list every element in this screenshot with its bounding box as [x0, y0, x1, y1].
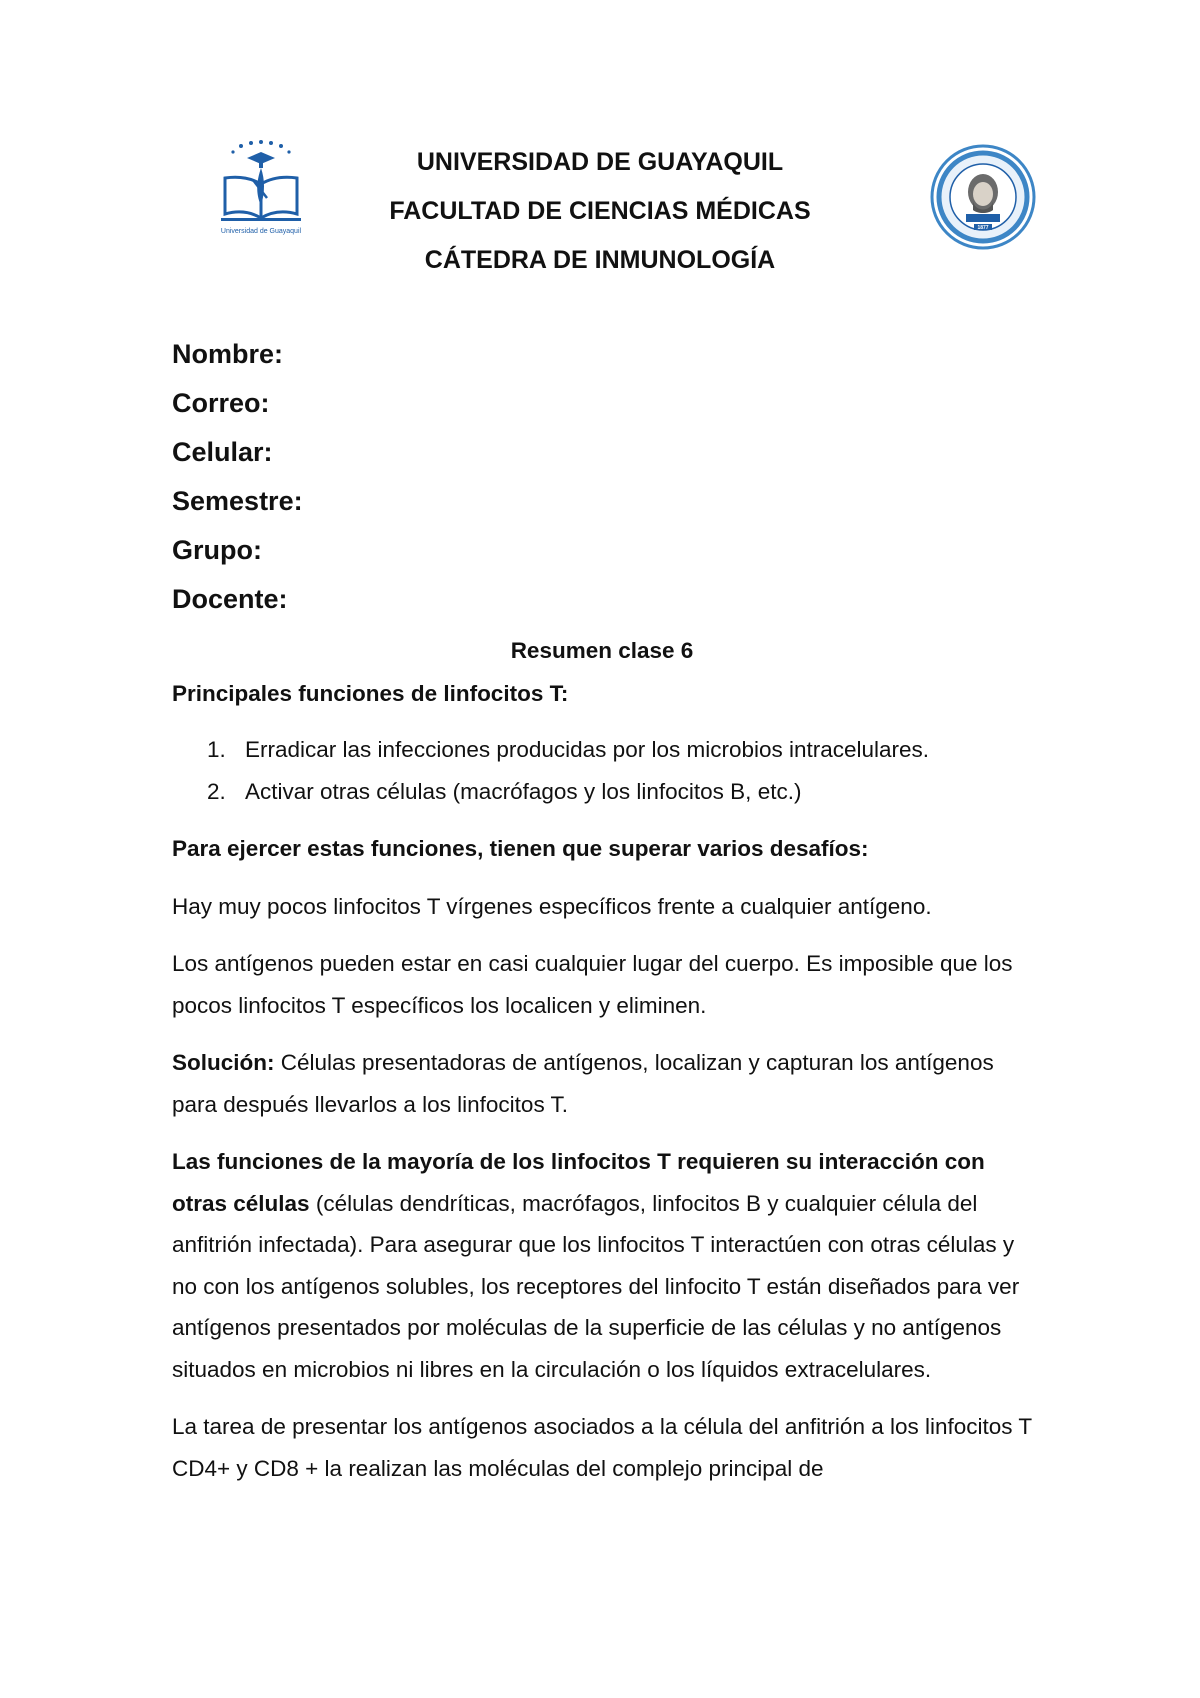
paragraph-2: Los antígenos pueden estar en casi cualquier lugar del cuerpo. Es imposible que los pocos linfocitos T específicos los localicen y eliminen. — [172, 951, 1013, 1018]
university-logo — [205, 140, 315, 240]
document-body — [172, 630, 1032, 1489]
left-logo-caption: Universidad de Guayaquil — [220, 228, 302, 235]
field-docente: Docente: — [172, 584, 288, 614]
university-name: UNIVERSIDAD DE GUAYAQUIL — [416, 148, 784, 176]
functions-list — [172, 729, 1032, 812]
field-semestre: Semestre: — [172, 486, 303, 516]
challenges-heading: Para ejercer estas funciones, tienen que superar varios desafíos: — [172, 836, 869, 861]
solution-text: Células presentadoras de antígenos, localizan y capturan los antígenos para después llevarlos a los linfocitos T. — [172, 1050, 994, 1117]
solution-label: Solución: — [172, 1050, 275, 1075]
summary-title: Resumen clase 6 — [510, 638, 694, 663]
svg-text:1877: 1877 — [977, 225, 989, 231]
functions-heading: Principales funciones de linfocitos T: — [172, 680, 569, 706]
interaction-lead: Las funciones de la mayoría de los linfocitos T requieren su interacción con otras células — [172, 1149, 985, 1216]
field-correo: Correo: — [172, 388, 270, 418]
list-text: Erradicar las infecciones producidas por los microbios intracelulares. — [245, 737, 930, 762]
faculty-name: FACULTAD DE CIENCIAS MÉDICAS — [389, 197, 811, 225]
paragraph-4 — [172, 1141, 1032, 1390]
list-item — [172, 771, 1032, 813]
document-header — [300, 138, 900, 285]
list-number: 2. — [207, 778, 226, 804]
field-grupo: Grupo: — [172, 535, 262, 565]
paragraph-3 — [172, 1042, 1032, 1125]
faculty-seal — [930, 144, 1036, 250]
field-nombre: Nombre: — [172, 339, 284, 369]
list-text: Activar otras células (macrófagos y los linfocitos B, etc.) — [245, 778, 802, 804]
student-fields — [172, 330, 303, 624]
field-celular: Celular: — [172, 437, 273, 467]
paragraph-5: La tarea de presentar los antígenos asociados a la célula del anfitrión a los linfocitos T CD4+ y CD8 + la realizan las moléculas del complejo principal de — [172, 1414, 1032, 1481]
chair-name: CÁTEDRA DE INMUNOLOGÍA — [424, 246, 776, 274]
list-item — [172, 729, 1032, 771]
paragraph-1: Hay muy pocos linfocitos T vírgenes específicos frente a cualquier antígeno. — [172, 893, 932, 919]
interaction-text: (células dendríticas, macrófagos, linfocitos B y cualquier célula del anfitrión infectada). Para asegurar que los linfocitos T interactúen con otras células y no con los antígenos solubles, los receptores del linfocito T están diseñados para ver antígenos presentados por moléculas de la superficie de las células y no antígenos situados en microbios ni libres en la circulación o los líquidos extracelulares. — [172, 1190, 1020, 1382]
list-number: 1. — [207, 737, 226, 762]
